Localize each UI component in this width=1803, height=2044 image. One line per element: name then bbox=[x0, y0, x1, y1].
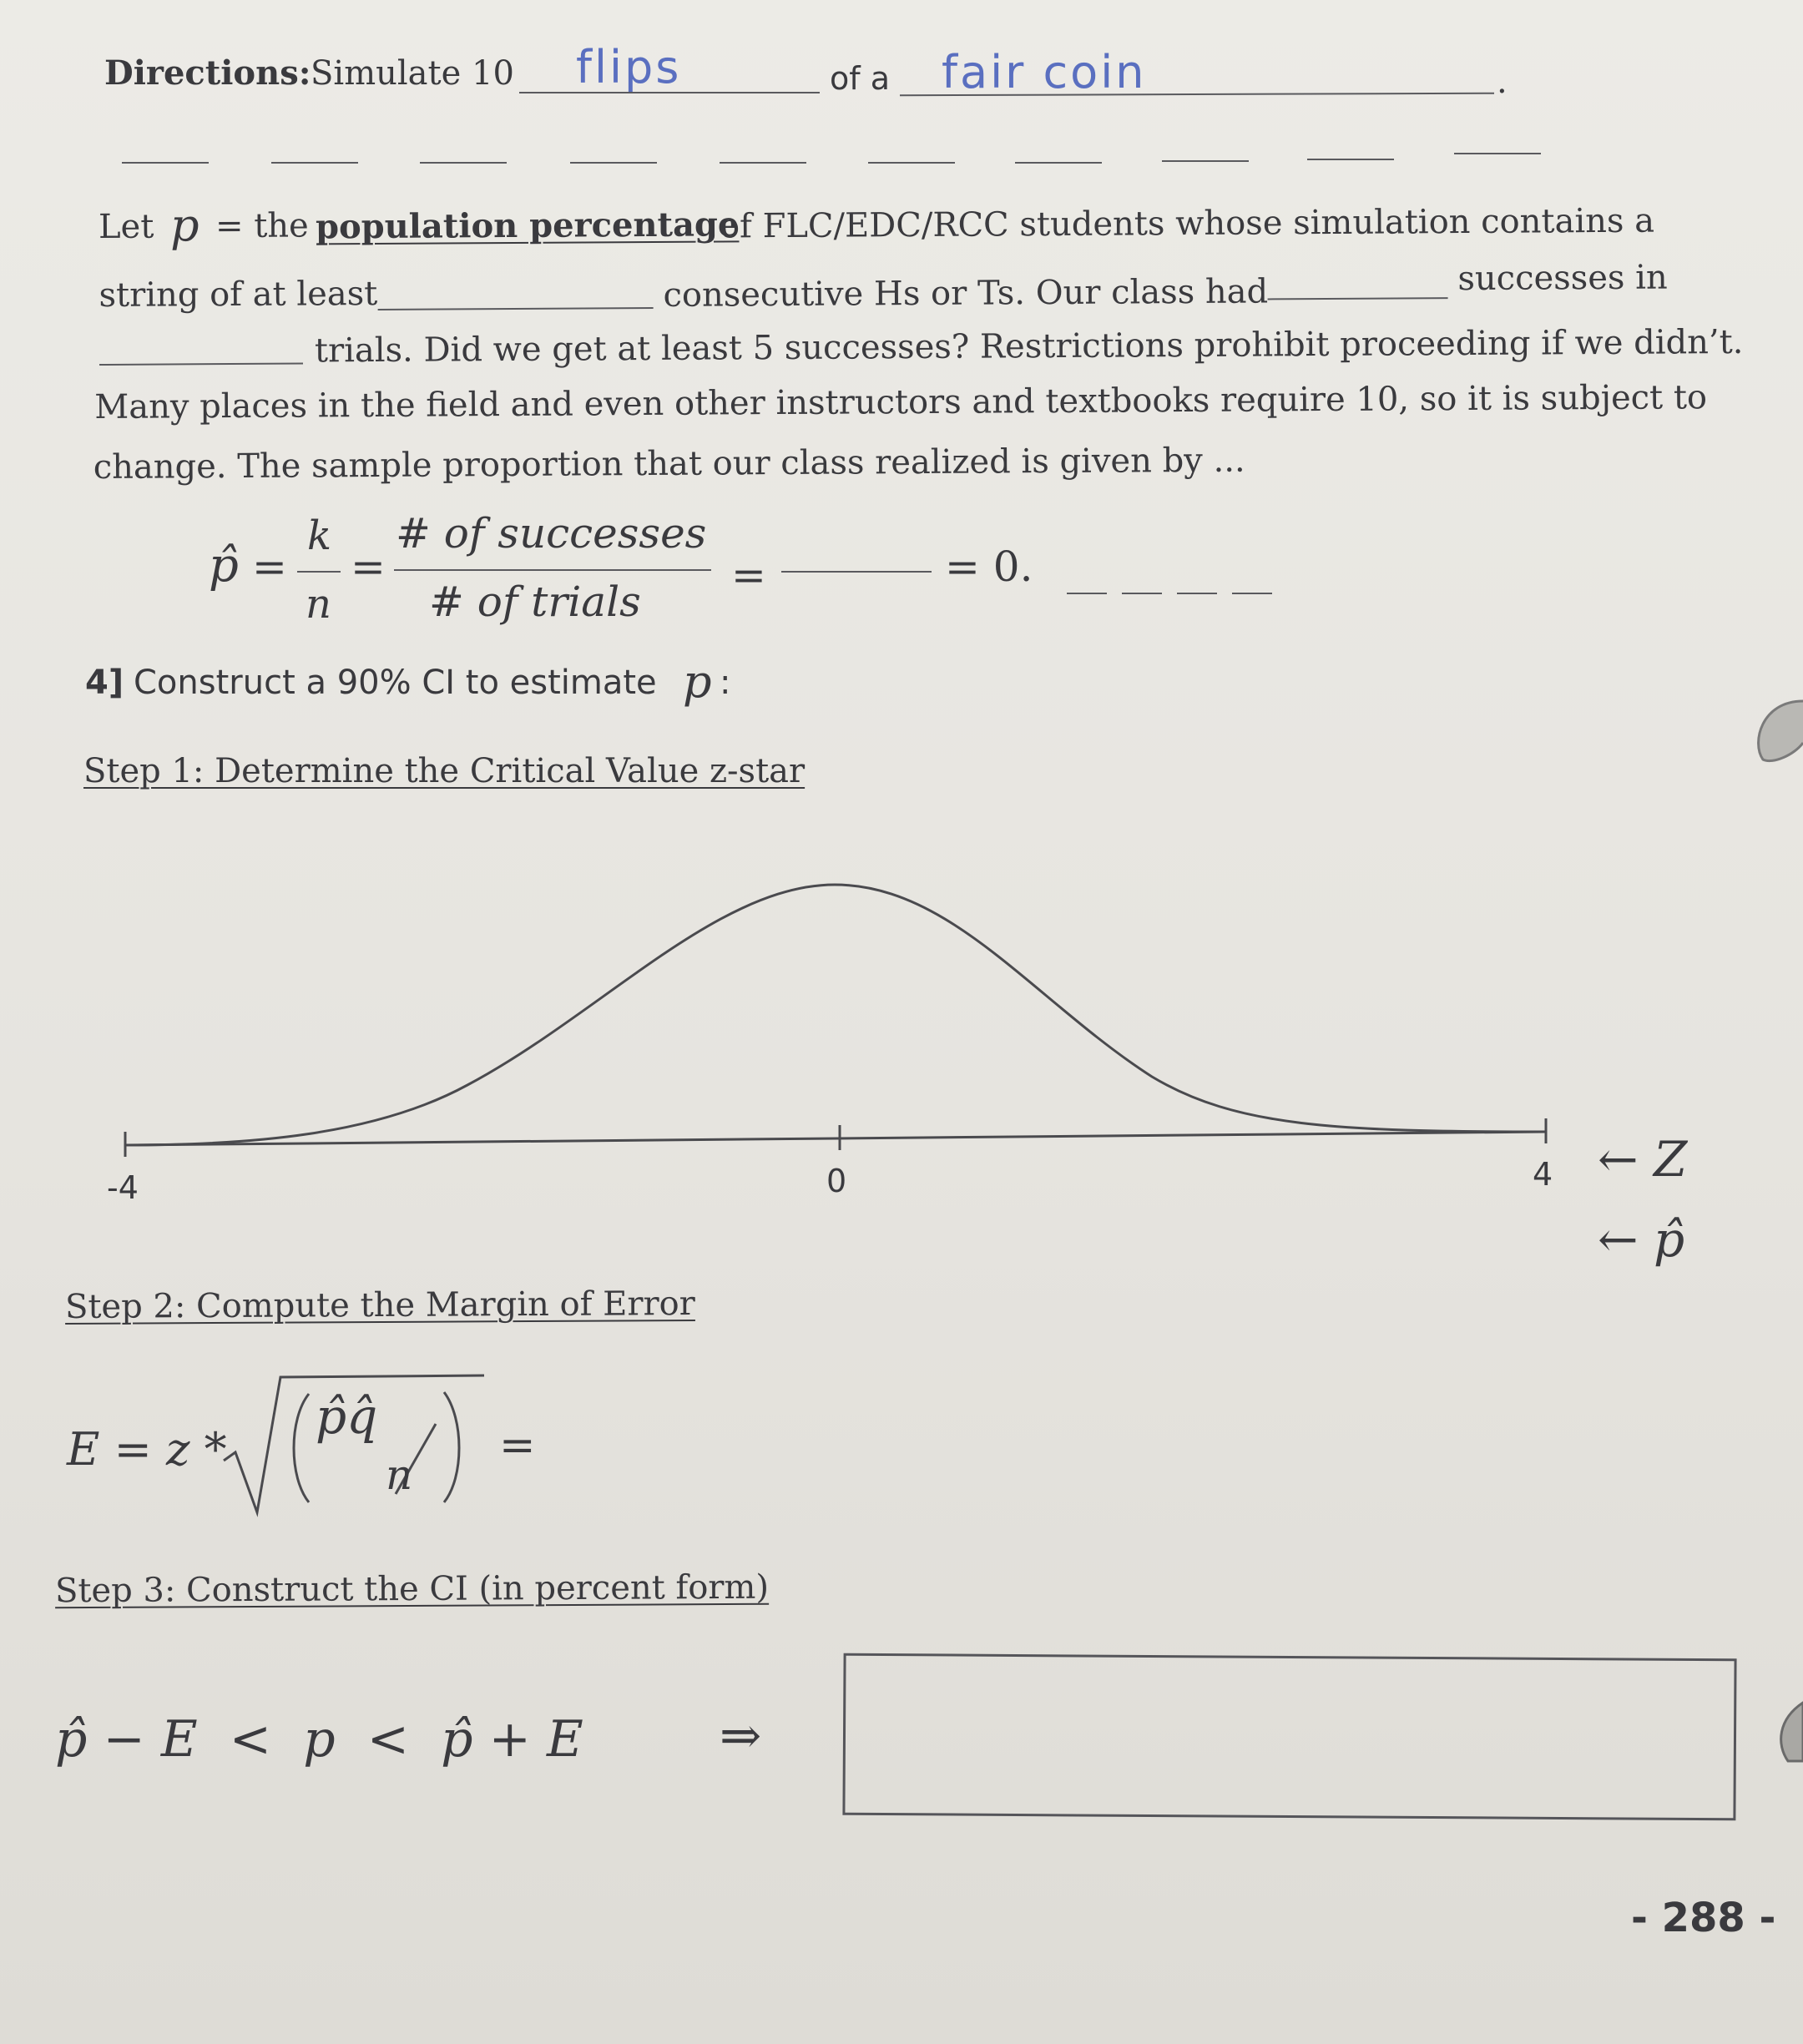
para-p-symbol: p bbox=[169, 199, 199, 252]
moe-equals: = bbox=[499, 1421, 536, 1471]
para-rest-1: of FLC/EDC/RCC students whose simulation contains a bbox=[719, 201, 1655, 246]
para-trials-line: trials. Did we get at least 5 successes? Restrictions prohibit proceeding if we didn’t. bbox=[314, 322, 1744, 371]
para-eq-the: = the bbox=[215, 206, 309, 246]
directions-text-1: Simulate 10 bbox=[311, 54, 514, 93]
para-string-of: string of at least bbox=[98, 274, 378, 315]
q4-label: 4] bbox=[85, 664, 124, 702]
ci-expression: p̂ − E < p < p̂ + E bbox=[55, 1710, 583, 1769]
q4-colon: : bbox=[720, 664, 731, 702]
q4-text: Construct a 90% CI to estimate bbox=[134, 664, 657, 702]
moe-lhs: E = z * bbox=[67, 1423, 227, 1476]
step2-heading: Step 2: Compute the Margin of Error bbox=[64, 1284, 695, 1326]
handwritten-fair-coin: fair coin bbox=[942, 46, 1147, 98]
para-successes-in: successes in bbox=[1457, 258, 1668, 299]
para-change: change. The sample proportion that our class realized is given by ... bbox=[93, 441, 1245, 487]
axis-label-max: 4 bbox=[1533, 1156, 1553, 1193]
formula-k: k bbox=[307, 512, 332, 559]
formula-eq-2: = bbox=[351, 543, 386, 591]
handwritten-flips: flips bbox=[576, 41, 682, 93]
ci-answer-box[interactable] bbox=[842, 1653, 1736, 1821]
axis-z-arrow-label: ← Z bbox=[1598, 1131, 1688, 1188]
moe-n: n bbox=[386, 1451, 413, 1499]
directions-text-2: of a bbox=[830, 60, 890, 97]
formula-numerator: # of successes bbox=[396, 509, 707, 558]
directions-period: . bbox=[1497, 63, 1508, 101]
formula-zero-point: = 0. bbox=[945, 543, 1033, 591]
normal-curve bbox=[125, 885, 1546, 1145]
para-many-places: Many places in the field and even other instructors and textbooks require 10, so it is subject to bbox=[94, 378, 1708, 427]
formula-eq-1: = bbox=[252, 543, 287, 591]
formula-n: n bbox=[306, 581, 331, 628]
axis-label-zero: 0 bbox=[826, 1163, 847, 1199]
step1-heading: Step 1: Determine the Critical Value z-star bbox=[83, 752, 806, 790]
axis-phat-arrow-label: ← p̂ bbox=[1598, 1211, 1685, 1268]
formula-eq-3: = bbox=[731, 551, 766, 599]
ci-arrow: ⇒ bbox=[720, 1707, 762, 1765]
para-consecutive: consecutive Hs or Ts. Our class had bbox=[663, 272, 1269, 315]
z-axis-line bbox=[125, 1132, 1546, 1145]
page-number: - 288 - bbox=[1631, 1895, 1776, 1941]
binder-rings bbox=[1711, 684, 1803, 1769]
para-let: Let bbox=[98, 207, 154, 247]
directions-label: Directions: bbox=[104, 53, 311, 93]
para-population-percentage: population percentage bbox=[315, 204, 740, 247]
formula-phat: p̂ bbox=[209, 538, 239, 593]
axis-label-min: -4 bbox=[107, 1169, 139, 1206]
formula-denominator: # of trials bbox=[429, 578, 641, 626]
moe-pq: p̂q̂ bbox=[316, 1388, 378, 1445]
step3-heading: Step 3: Construct the CI (in percent form) bbox=[54, 1567, 770, 1611]
q4-p-symbol: p bbox=[683, 655, 712, 708]
